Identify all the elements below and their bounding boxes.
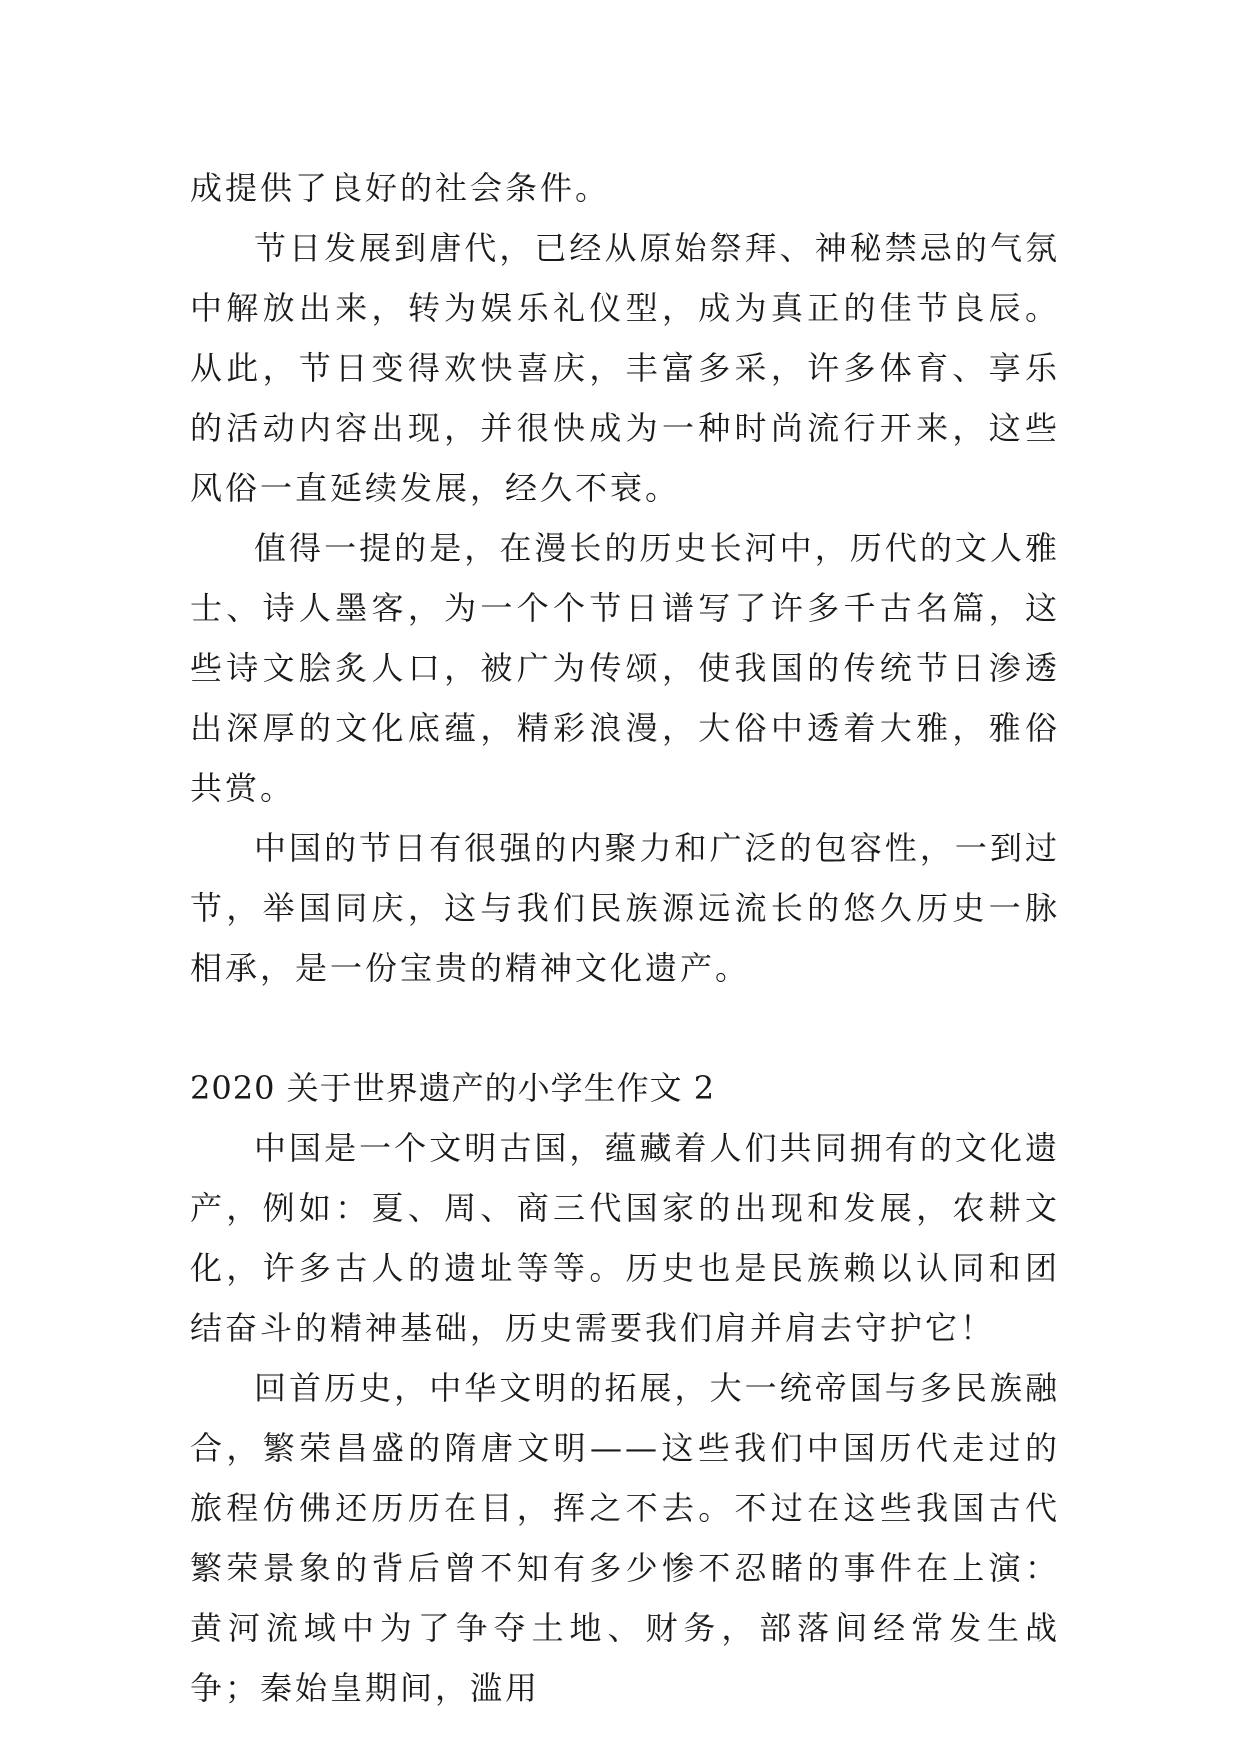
paragraph-cohesion: 中国的节日有很强的内聚力和广泛的包容性，一到过节，举国同庆，这与我们民族源远流长的悠久历史一脉相承，是一份宝贵的精神文化遗产。: [190, 829, 1060, 987]
paragraph-continuation: 成提供了良好的社会条件。: [190, 169, 611, 207]
section-spacer: [190, 998, 1060, 1058]
paragraph-ancient-civilization: 中国是一个文明古国，蕴藏着人们共同拥有的文化遗产，例如：夏、周、商三代国家的出现和发展，农耕文化，许多古人的遗址等等。历史也是民族赖以认同和团结奋斗的精神基础，历史需要我们肩并肩去守护它！: [190, 1129, 1060, 1347]
text-column: [190, 158, 1060, 1718]
paragraph-tang-dynasty: 节日发展到唐代，已经从原始祭拜、神秘禁忌的气氛中解放出来，转为娱乐礼仪型，成为真正的佳节良辰。从此，节日变得欢快喜庆，丰富多采，许多体育、享乐的活动内容出现，并很快成为一种时尚流行开来，这些风俗一直延续发展，经久不衰。: [190, 229, 1060, 507]
paragraph-looking-back: 回首历史，中华文明的拓展，大一统帝国与多民族融合，繁荣昌盛的隋唐文明——这些我们中国历代走过的旅程仿佛还历历在目，挥之不去。不过在这些我国古代繁荣景象的背后曾不知有多少惨不忍睹的事件在上演：黄河流域中为了争夺土地、财务，部落间经常发生战争；秦始皇期间，滥用: [190, 1369, 1060, 1707]
section-title: 2020 关于世界遗产的小学生作文 2: [190, 1069, 716, 1107]
paragraph-literati: 值得一提的是，在漫长的历史长河中，历代的文人雅士、诗人墨客，为一个个节日谱写了许多千古名篇，这些诗文脍炙人口，被广为传颂，使我国的传统节日渗透出深厚的文化底蕴，精彩浪漫，大俗中透着大雅，雅俗共赏。: [190, 529, 1060, 807]
